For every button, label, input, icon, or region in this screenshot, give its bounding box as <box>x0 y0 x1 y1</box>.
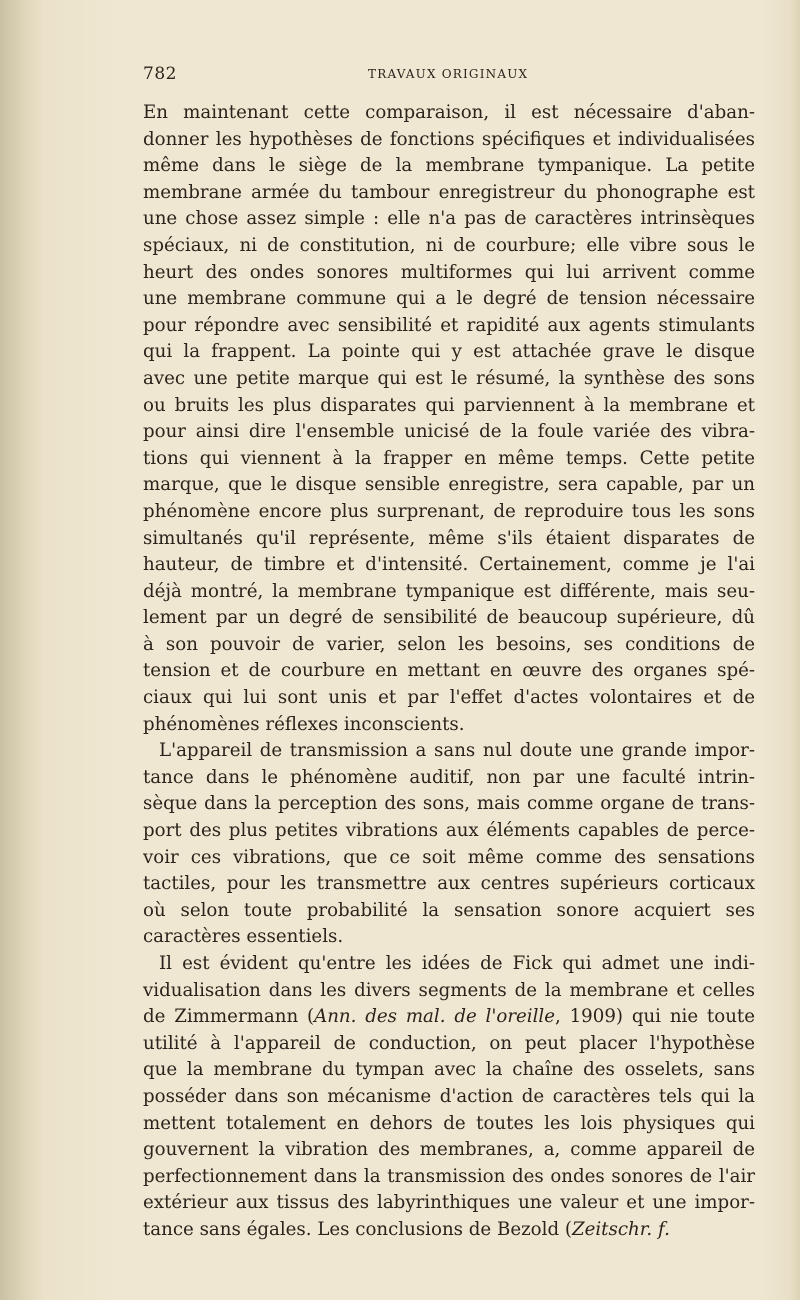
text-line-content: sèque dans la perception des sons, mais comme organe de trans- <box>143 793 755 815</box>
citation-italic: Ann. des mal. de l'oreille <box>314 1006 555 1028</box>
text-line <box>143 871 755 898</box>
text-line-content: donner les hypothèses de fonctions spécifiques et individualisées <box>143 128 755 150</box>
text-line-content: port des plus petites vibrations aux éléments capables de perce- <box>143 820 755 842</box>
text-line-content: tance sans égales. Les conclusions de Bezold ( <box>143 1218 572 1240</box>
text-line-content: une membrane commune qui a le degré de tension nécessaire <box>143 288 755 310</box>
text-line <box>143 1111 755 1138</box>
text-line <box>143 1164 755 1191</box>
text-line <box>143 1217 755 1244</box>
text-line-content: perfectionnement dans la transmission des ondes sonores de l'air <box>143 1165 755 1187</box>
text-line <box>143 100 755 127</box>
text-line <box>143 286 755 313</box>
text-line <box>143 233 755 260</box>
text-line <box>143 818 755 845</box>
text-line <box>143 552 755 579</box>
page-number: 782 <box>143 64 177 84</box>
text-line-content: de Zimmermann ( <box>143 1006 315 1028</box>
text-line-content: mettent totalement en dehors de toutes les lois physiques qui <box>143 1112 755 1134</box>
text-line-content: ciaux qui lui sont unis et par l'effet d'actes volontaires et de <box>143 687 755 709</box>
citation-italic: Zeitschr. f. <box>571 1218 670 1240</box>
text-line-content: qui la frappent. La pointe qui y est attachée grave le disque <box>143 341 755 363</box>
text-line <box>143 658 755 685</box>
text-line <box>143 845 755 872</box>
text-line-content: membrane armée du tambour enregistreur du phonographe est <box>143 181 755 203</box>
text-line-content: vidualisation dans les divers segments de la membrane et celles <box>143 979 755 1001</box>
text-line-content: caractères essentiels. <box>143 926 344 948</box>
text-line <box>143 446 755 473</box>
text-line <box>143 579 755 606</box>
text-line-content: déjà montré, la membrane tympanique est différente, mais seu- <box>143 580 755 602</box>
text-line <box>143 1084 755 1111</box>
text-line-content: L'appareil de transmission a sans nul doute une grande impor- <box>159 740 755 762</box>
text-line-content: ou bruits les plus disparates qui parviennent à la membrane et <box>143 394 755 416</box>
text-line <box>143 1190 755 1217</box>
text-line-content: tions qui viennent à la frapper en même temps. Cette petite <box>143 447 755 469</box>
text-line <box>143 924 755 951</box>
running-head: TRAVAUX ORIGINAUX <box>368 67 529 81</box>
text-line <box>143 765 755 792</box>
text-line-content: une chose assez simple : elle n'a pas de caractères intrinsèques <box>143 208 755 230</box>
body-text <box>143 100 755 1244</box>
text-line <box>143 393 755 420</box>
text-line <box>143 526 755 553</box>
text-line-content: gouvernent la vibration des membranes, a, comme appareil de <box>143 1139 755 1161</box>
text-line <box>143 1137 755 1164</box>
text-line-content: spéciaux, ni de constitution, ni de courbure; elle vibre sous le <box>143 234 755 256</box>
text-line-content: phénomènes réflexes inconscients. <box>143 713 465 735</box>
text-line <box>143 260 755 287</box>
text-line-content: Il est évident qu'entre les idées de Fick qui admet une indi- <box>159 953 755 974</box>
text-line <box>143 206 755 233</box>
text-line <box>143 712 755 739</box>
text-line-content: simultanés qu'il représente, même s'ils étaient disparates de <box>143 527 755 549</box>
text-line <box>143 685 755 712</box>
text-line <box>143 632 755 659</box>
text-line <box>143 339 755 366</box>
text-line-content: phénomène encore plus surprenant, de reproduire tous les sons <box>143 500 755 522</box>
text-line-content: même dans le siège de la membrane tympanique. La petite <box>143 155 755 177</box>
text-line-content: hauteur, de timbre et d'intensité. Certainement, comme je l'ai <box>143 554 755 576</box>
text-line-content: avec une petite marque qui est le résumé, la synthèse des sons <box>143 367 755 389</box>
text-line-content: voir ces vibrations, que ce soit même comme des sensations <box>143 846 755 868</box>
text-line <box>143 127 755 154</box>
text-line <box>143 1031 755 1058</box>
text-line <box>143 366 755 393</box>
text-line <box>143 898 755 925</box>
text-line <box>143 419 755 446</box>
text-line <box>143 313 755 340</box>
page-header <box>143 64 758 88</box>
text-line-content: pour répondre avec sensibilité et rapidité aux agents stimulants <box>143 314 755 336</box>
text-line <box>143 153 755 180</box>
text-line-content: tension et de courbure en mettant en œuvre des organes spé- <box>143 660 755 682</box>
text-line <box>143 951 755 978</box>
text-line-content: tactiles, pour les transmettre aux centres supérieurs corticaux <box>143 873 755 895</box>
text-line-content: lement par un degré de sensibilité de beaucoup supérieure, dû <box>143 607 755 629</box>
text-line-content: tance dans le phénomène auditif, non par une faculté intrin- <box>143 766 755 788</box>
text-line <box>143 605 755 632</box>
text-line <box>143 180 755 207</box>
text-line <box>143 978 755 1005</box>
text-line-content: posséder dans son mécanisme d'action de caractères tels qui la <box>143 1085 755 1107</box>
text-line-tail: , 1909) qui nie toute <box>555 1006 755 1028</box>
text-line-content: En maintenant cette comparaison, il est nécessaire d'aban- <box>143 102 755 123</box>
text-line-content: extérieur aux tissus des labyrinthiques une valeur et une impor- <box>143 1192 755 1214</box>
text-line <box>143 791 755 818</box>
text-line-content: pour ainsi dire l'ensemble unicisé de la foule variée des vibra- <box>143 421 755 443</box>
text-line-content: que la membrane du tympan avec la chaîne des osselets, sans <box>143 1059 755 1081</box>
text-line-content: à son pouvoir de varier, selon les besoins, ses conditions de <box>143 633 755 655</box>
text-line-content: où selon toute probabilité la sensation sonore acquiert ses <box>143 899 755 921</box>
text-line-content: heurt des ondes sonores multiformes qui lui arrivent comme <box>143 261 755 283</box>
text-line <box>143 1004 755 1031</box>
text-line-content: marque, que le disque sensible enregistre, sera capable, par un <box>143 474 755 496</box>
text-line <box>143 499 755 526</box>
text-line <box>143 738 755 765</box>
text-line <box>143 1057 755 1084</box>
text-line <box>143 472 755 499</box>
text-line-content: utilité à l'appareil de conduction, on peut placer l'hypothèse <box>143 1032 755 1054</box>
